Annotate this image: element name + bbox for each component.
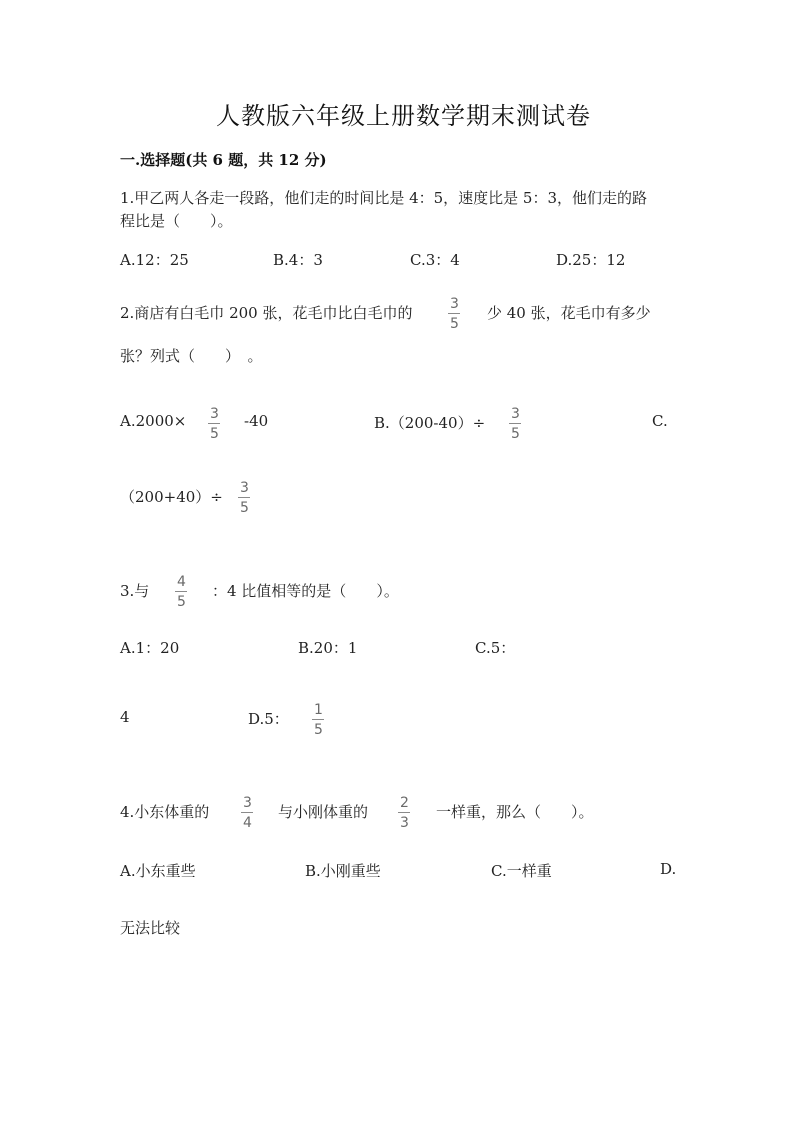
question-4-text-before: 4.小东体重的: [120, 803, 210, 821]
question-3-option-c-cont: 4: [120, 708, 130, 726]
question-1-option-d[interactable]: D.25：12: [556, 251, 626, 269]
fraction-denominator: 5: [210, 426, 219, 442]
section-heading: 一.选择题(共 6 题，共 12 分): [120, 151, 327, 169]
page-title: 人教版六年级上册数学期末测试卷: [216, 102, 591, 130]
question-3-option-b[interactable]: B.20：1: [298, 639, 358, 657]
question-2-option-c[interactable]: （200+40）÷: [120, 488, 223, 506]
fraction-denominator: 5: [450, 316, 459, 332]
question-1-line-1: 1.甲乙两人各走一段路，他们走的时间比是 4：5，速度比是 5：3，他们走的路: [120, 189, 648, 207]
fraction: [240, 796, 255, 830]
fraction-numerator: 3: [210, 406, 219, 422]
fraction: [447, 297, 462, 331]
question-2-option-a-suffix: -40: [244, 412, 269, 430]
question-3-option-a[interactable]: A.1：20: [120, 639, 180, 657]
question-4-option-b[interactable]: B.小刚重些: [305, 862, 381, 880]
fraction-denominator: 4: [243, 815, 252, 831]
question-2-option-b[interactable]: B.（200-40）÷: [374, 414, 486, 432]
question-4-option-d[interactable]: 无法比较: [120, 919, 181, 937]
question-3-option-c[interactable]: C.5：: [475, 639, 516, 657]
question-1-option-c[interactable]: C.3：4: [410, 251, 460, 269]
question-1-line-2: 程比是（ ）。: [120, 212, 233, 230]
fraction-denominator: 5: [511, 426, 520, 442]
fraction-numerator: 3: [240, 480, 249, 496]
fraction-denominator: 3: [400, 815, 409, 831]
question-2-text-before: 2.商店有白毛巾 200 张，花毛巾比白毛巾的: [120, 304, 413, 322]
fraction: [237, 481, 252, 515]
fraction-numerator: 1: [314, 702, 323, 718]
question-2-line-2: 张？列式（ ） 。: [120, 347, 263, 365]
question-1-option-b[interactable]: B.4：3: [273, 251, 323, 269]
fraction-numerator: 4: [177, 574, 186, 590]
question-4-text-mid: 与小刚体重的: [278, 803, 369, 821]
question-4-option-a[interactable]: A.小东重些: [120, 862, 196, 880]
fraction-denominator: 5: [240, 500, 249, 516]
fraction-denominator: 5: [314, 722, 323, 738]
fraction: [311, 703, 326, 737]
question-4-option-c[interactable]: C.一样重: [491, 862, 552, 880]
fraction-denominator: 5: [177, 594, 186, 610]
question-3-text-before: 3.与: [120, 582, 150, 600]
question-3-option-d[interactable]: D.5：: [248, 710, 289, 728]
question-3-text-after: ：4 比值相等的是（ ）。: [212, 582, 399, 600]
fraction-numerator: 3: [511, 406, 520, 422]
fraction: [174, 575, 189, 609]
fraction: [508, 407, 523, 441]
fraction: [397, 796, 412, 830]
fraction-numerator: 3: [243, 795, 252, 811]
fraction-numerator: 3: [450, 296, 459, 312]
question-2-option-a[interactable]: A.2000×: [120, 412, 187, 430]
question-1-option-a[interactable]: A.12：25: [120, 251, 189, 269]
fraction-numerator: 2: [400, 795, 409, 811]
fraction: [207, 407, 222, 441]
question-4-option-d-label[interactable]: D.: [660, 860, 677, 878]
question-2-option-c-label[interactable]: C.: [652, 412, 668, 430]
question-2-text-after: 少 40 张，花毛巾有多少: [487, 304, 651, 322]
question-4-text-after: 一样重，那么（ ）。: [436, 803, 594, 821]
